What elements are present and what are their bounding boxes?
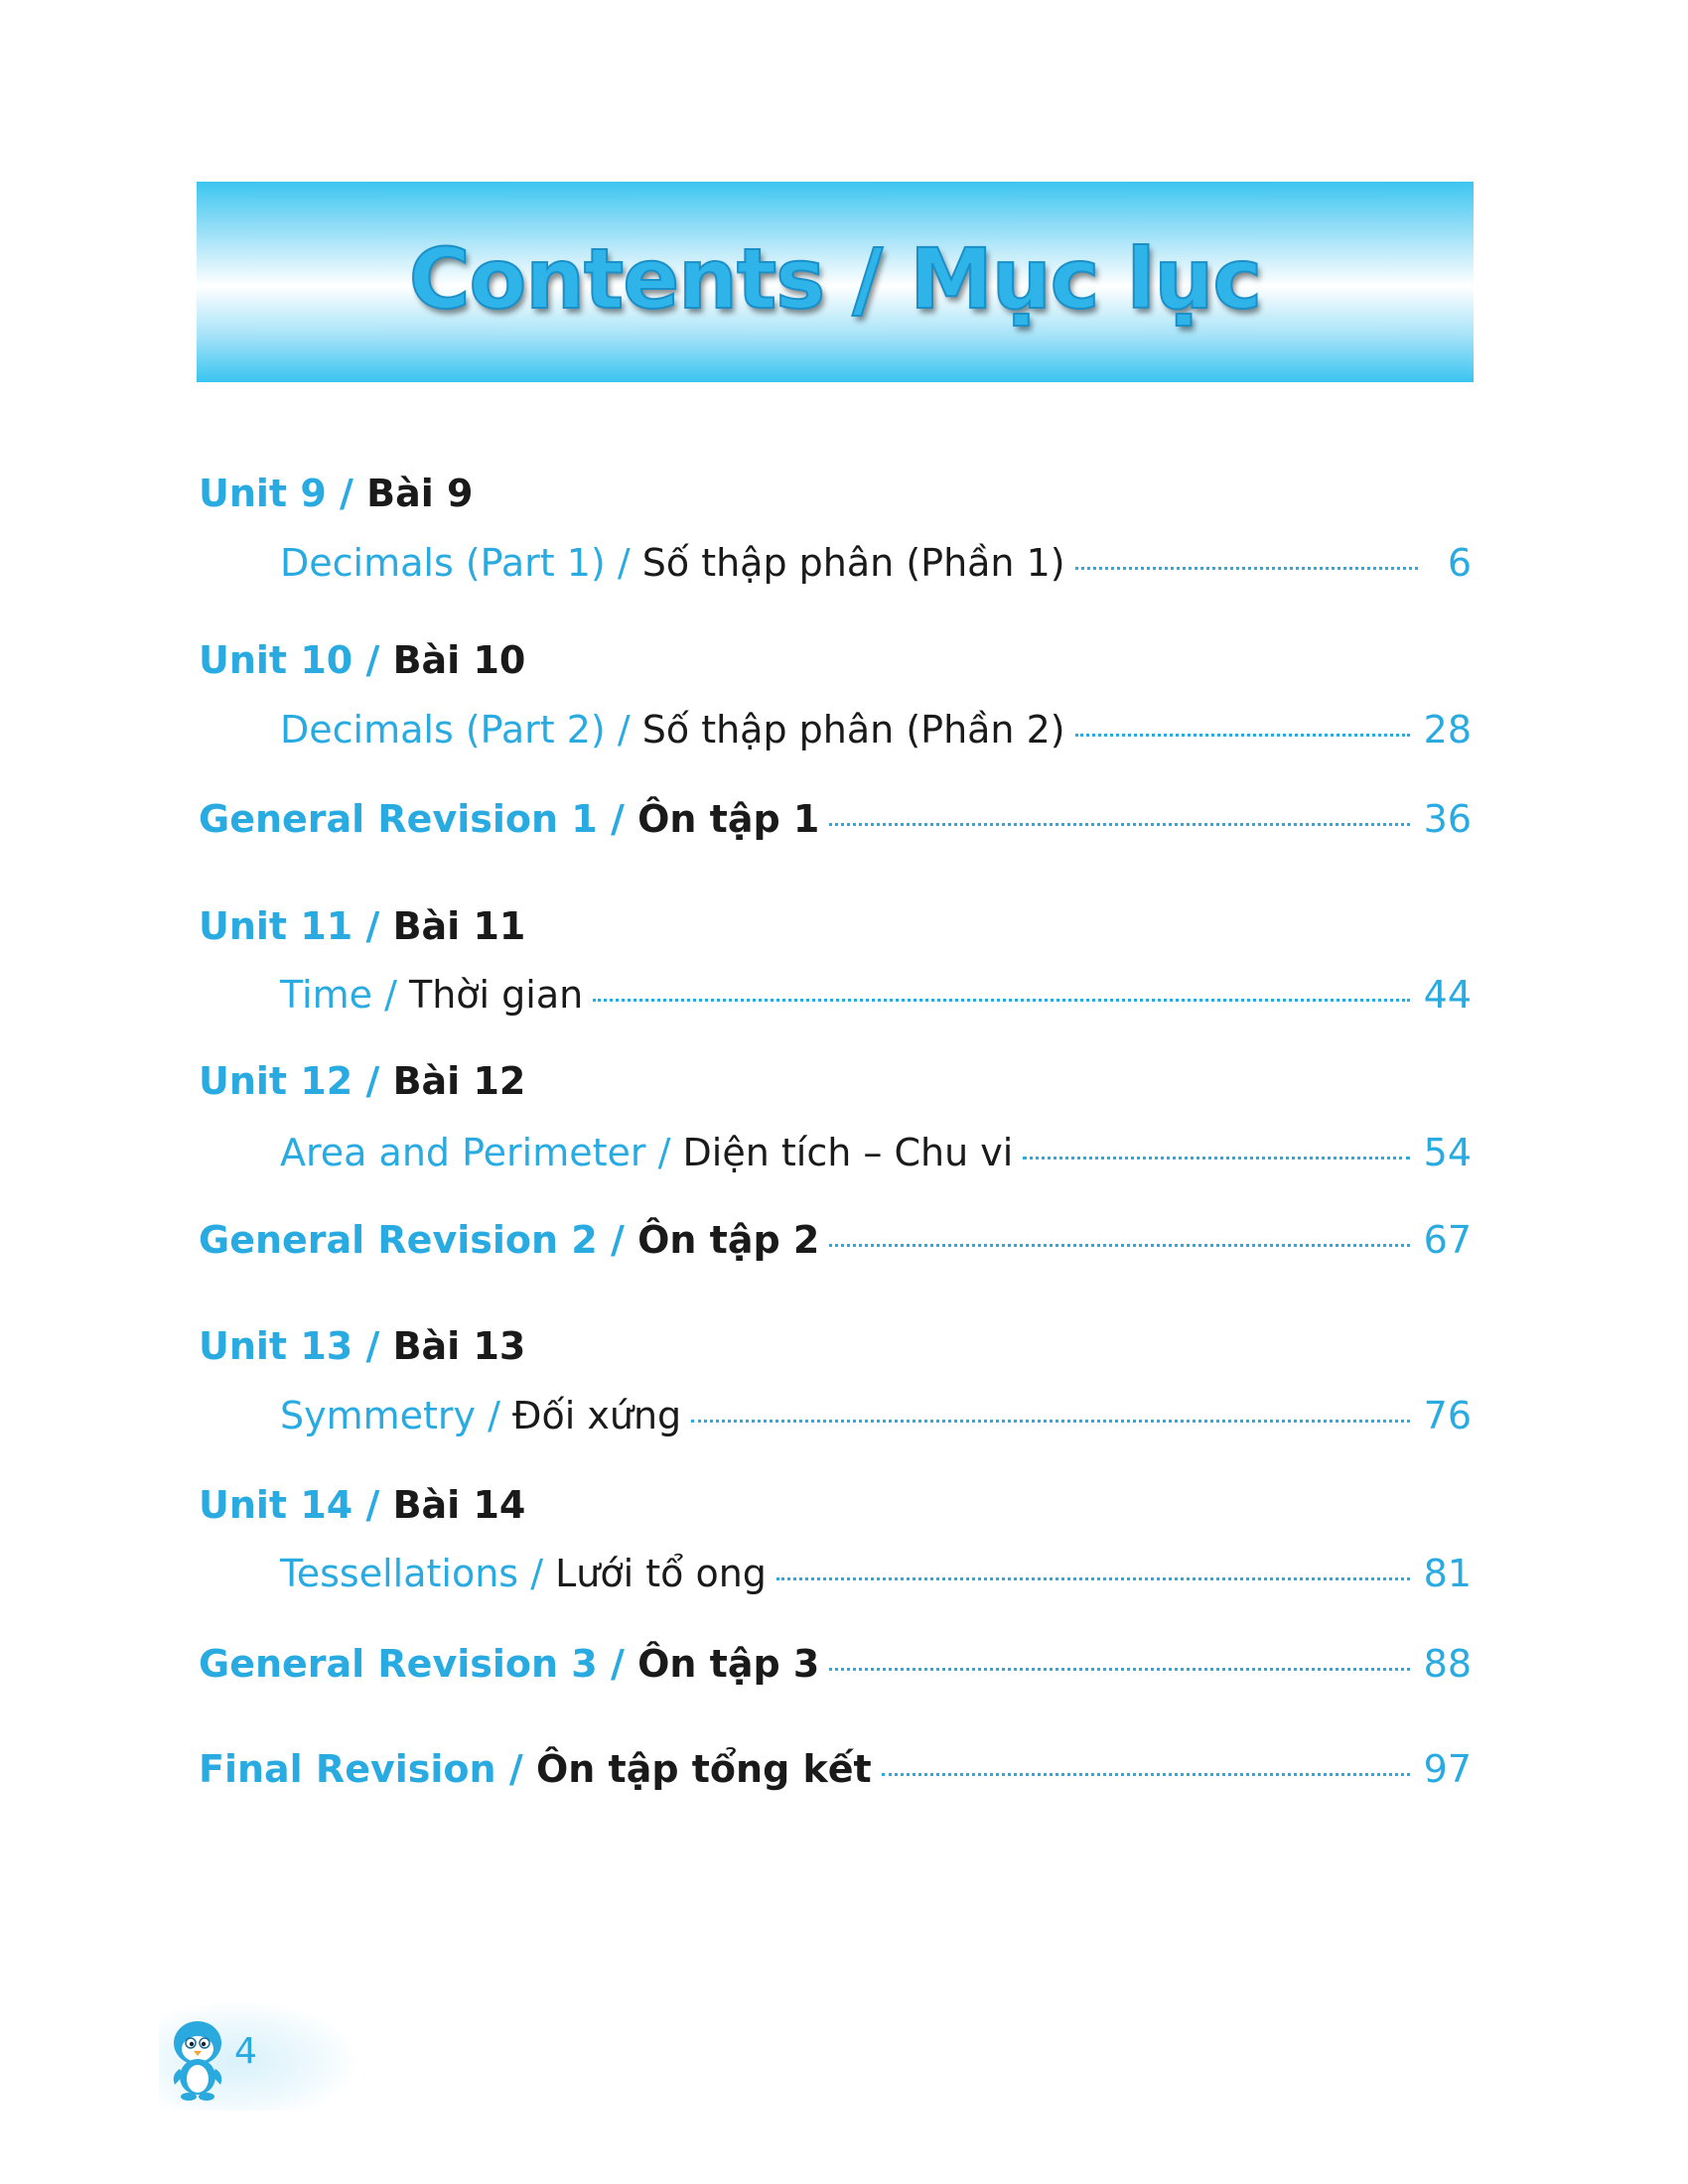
separator: / <box>530 1552 544 1595</box>
separator: / <box>610 1642 625 1686</box>
toc-page-number: 36 <box>1423 797 1472 841</box>
separator: / <box>610 797 625 841</box>
toc-unit-heading <box>199 1059 525 1103</box>
toc-page-number: 81 <box>1423 1552 1472 1595</box>
toc-page-number: 28 <box>1423 708 1472 751</box>
toc-unit-en: Unit 9 <box>199 472 327 515</box>
toc-unit-en: Unit 14 <box>199 1483 353 1527</box>
toc-entry[interactable] <box>280 708 1472 751</box>
toc-entry-en: Area and Perimeter <box>280 1131 646 1174</box>
toc-unit-heading <box>199 904 525 948</box>
toc-entry[interactable] <box>280 1131 1472 1174</box>
toc-entry-vi: Ôn tập 2 <box>637 1218 820 1262</box>
separator: / <box>617 541 631 585</box>
dot-leader <box>829 1668 1409 1671</box>
dot-leader <box>829 1244 1409 1247</box>
toc-page-number: 76 <box>1423 1394 1472 1437</box>
toc-revision-entry[interactable] <box>199 797 1472 841</box>
page-footer <box>159 2001 357 2111</box>
dot-leader <box>829 823 1409 826</box>
toc-entry-en: Decimals (Part 1) <box>280 541 606 585</box>
toc-entry[interactable] <box>280 973 1472 1017</box>
toc-unit-vi: Bài 14 <box>392 1483 526 1527</box>
toc-entry[interactable] <box>280 1394 1472 1437</box>
toc-revision-entry[interactable] <box>199 1642 1472 1686</box>
toc-revision-entry[interactable] <box>199 1218 1472 1262</box>
separator: / <box>365 904 380 948</box>
toc-entry[interactable] <box>280 541 1472 585</box>
toc-entry-en: Tessellations <box>280 1552 519 1595</box>
separator: / <box>384 973 397 1017</box>
dot-leader <box>776 1577 1410 1580</box>
toc-entry-vi: Diện tích – Chu vi <box>682 1131 1014 1174</box>
toc-entry-en: General Revision 1 <box>199 797 598 841</box>
toc-unit-heading <box>199 638 525 682</box>
toc-page-number: 67 <box>1423 1218 1472 1262</box>
toc-page-number: 54 <box>1423 1131 1472 1174</box>
toc-entry-vi: Đối xứng <box>512 1394 682 1437</box>
toc-entry-en: General Revision 2 <box>199 1218 598 1262</box>
toc-page-number: 97 <box>1423 1747 1472 1791</box>
page-title: Contents / Mục lục <box>408 230 1262 328</box>
toc-entry-en: General Revision 3 <box>199 1642 598 1686</box>
toc-entry-en: Symmetry <box>280 1394 477 1437</box>
toc-entry-vi: Số thập phân (Phần 1) <box>641 541 1065 585</box>
toc-unit-vi: Bài 9 <box>366 472 474 515</box>
toc-unit-en: Unit 10 <box>199 638 353 682</box>
toc-unit-vi: Bài 12 <box>392 1059 526 1103</box>
dot-leader <box>882 1773 1410 1776</box>
dot-leader <box>1075 734 1410 737</box>
separator: / <box>657 1131 671 1174</box>
dot-leader <box>691 1420 1409 1423</box>
toc-page-number: 6 <box>1447 541 1472 585</box>
toc-unit-heading <box>199 1324 525 1368</box>
separator: / <box>365 1059 380 1103</box>
dot-leader <box>593 999 1409 1002</box>
toc-entry-vi: Ôn tập 1 <box>637 797 820 841</box>
page-number: 4 <box>234 2031 257 2072</box>
separator: / <box>617 708 631 751</box>
separator: / <box>365 1324 380 1368</box>
toc-unit-en: Unit 12 <box>199 1059 353 1103</box>
toc-entry-en: Time <box>280 973 372 1017</box>
separator: / <box>488 1394 500 1437</box>
separator: / <box>365 1483 380 1527</box>
toc-page-number: 88 <box>1423 1642 1472 1686</box>
toc-unit-vi: Bài 13 <box>392 1324 526 1368</box>
separator: / <box>365 638 380 682</box>
toc-unit-en: Unit 11 <box>199 904 353 948</box>
toc-unit-heading <box>199 1483 525 1527</box>
toc-entry-vi: Số thập phân (Phần 2) <box>641 708 1065 751</box>
toc-revision-entry[interactable] <box>199 1747 1472 1791</box>
separator: / <box>610 1218 625 1262</box>
dot-leader <box>1023 1157 1409 1160</box>
toc-entry-vi: Thời gian <box>409 973 584 1017</box>
toc-entry-en: Final Revision <box>199 1747 496 1791</box>
toc-page-number: 44 <box>1423 973 1472 1017</box>
toc-entry-vi: Ôn tập 3 <box>637 1642 820 1686</box>
toc-unit-vi: Bài 10 <box>392 638 526 682</box>
toc-unit-heading <box>199 472 473 515</box>
toc-unit-vi: Bài 11 <box>392 904 526 948</box>
separator: / <box>508 1747 523 1791</box>
separator: / <box>340 472 353 515</box>
toc-unit-en: Unit 13 <box>199 1324 353 1368</box>
dot-leader <box>1075 567 1418 570</box>
toc-entry-en: Decimals (Part 2) <box>280 708 606 751</box>
toc-entry-vi: Ôn tập tổng kết <box>535 1747 872 1791</box>
toc-entry[interactable] <box>280 1552 1472 1595</box>
toc-entry-vi: Lưới tổ ong <box>555 1552 767 1595</box>
penguin-icon <box>167 2009 228 2103</box>
